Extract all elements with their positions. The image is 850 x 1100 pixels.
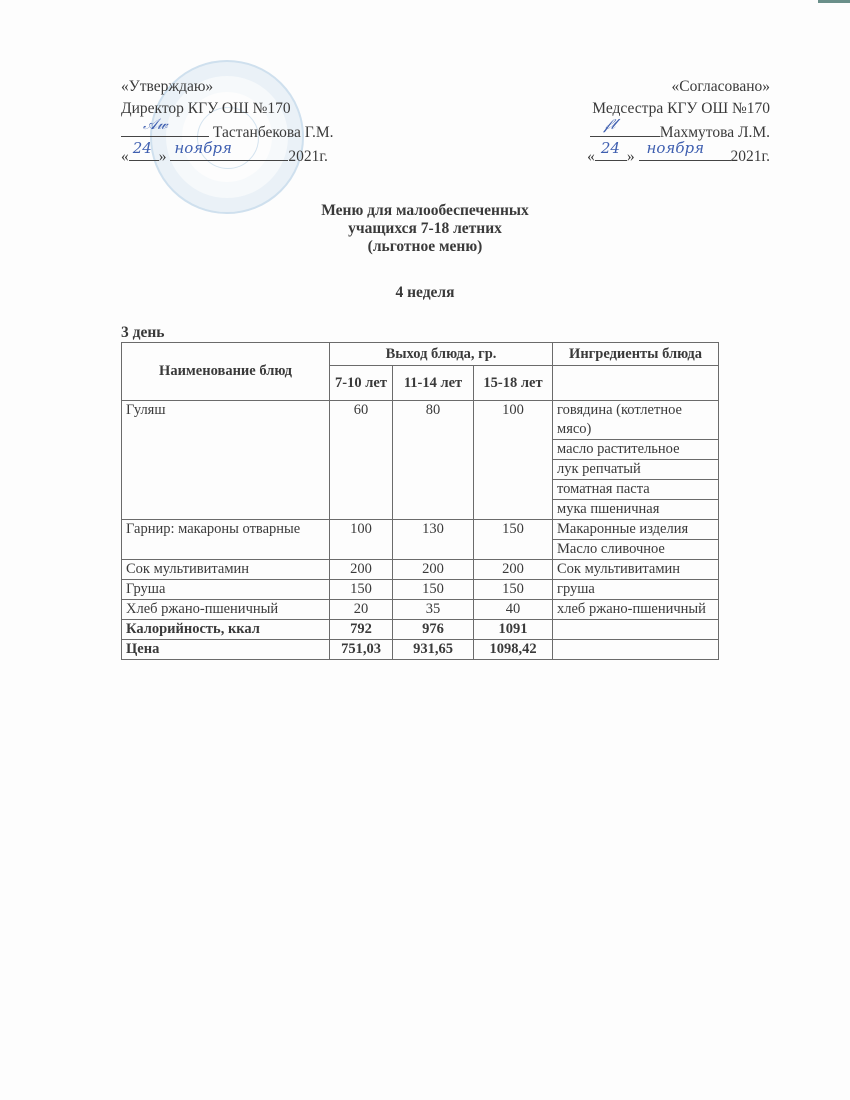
menu-table (121, 342, 719, 660)
yield-7-10: 100 (330, 520, 393, 560)
ingredient: говядина (котлетное мясо) (553, 401, 719, 440)
quote-open: « (121, 148, 129, 165)
agreement-position: Медсестра КГУ ОШ №170 (592, 100, 770, 117)
signature-scribble: 𝒻𝓁 (603, 115, 616, 133)
quote-close: » (158, 148, 167, 165)
document-title (0, 202, 850, 256)
header-yield: Выход блюда, гр. (330, 343, 553, 366)
handwritten-month: ноября (646, 139, 705, 157)
table-row (122, 401, 719, 440)
header-age-11-14: 11-14 лет (393, 366, 474, 401)
agreement-date (587, 139, 770, 168)
table-row (122, 580, 719, 600)
yield-11-14: 35 (393, 600, 474, 620)
ingredient: масло растительное (553, 440, 719, 460)
calories-11-14: 976 (393, 620, 474, 640)
price-15-18: 1098,42 (474, 640, 553, 660)
yield-11-14: 130 (393, 520, 474, 560)
table-row (122, 520, 719, 540)
header-ingredients: Ингредиенты блюда (553, 343, 719, 366)
handwritten-month: ноября (174, 139, 232, 157)
calories-15-18: 1091 (474, 620, 553, 640)
ingredient: мука пшеничная (553, 500, 719, 520)
empty-cell (553, 620, 719, 640)
yield-15-18: 100 (474, 401, 553, 520)
approval-block (121, 76, 334, 168)
month-blank (639, 139, 731, 161)
agreement-name: Махмутова Л.М. (659, 124, 770, 141)
yield-7-10: 60 (330, 401, 393, 520)
month-blank (170, 139, 288, 161)
approval-position: Директор КГУ ОШ №170 (121, 100, 291, 117)
title-line-2: учащихся 7-18 летних (348, 220, 502, 237)
ingredient: Сок мультивитамин (553, 560, 719, 580)
table-row (122, 560, 719, 580)
price-row (122, 640, 719, 660)
yield-15-18: 150 (474, 520, 553, 560)
approval-year: 2021г. (288, 148, 328, 165)
yield-7-10: 150 (330, 580, 393, 600)
day-label: 3 день (121, 324, 165, 341)
title-line-1: Меню для малообеспеченных (321, 202, 529, 219)
dish-name: Сок мультивитамин (122, 560, 330, 580)
approval-label: «Утверждаю» (121, 78, 214, 95)
header-dish-name: Наименование блюд (122, 343, 330, 401)
agreement-year: 2021г. (730, 148, 770, 165)
empty-cell (553, 640, 719, 660)
handwritten-day: 24 (132, 139, 152, 157)
header-age-15-18: 15-18 лет (474, 366, 553, 401)
dish-name: Гарнир: макароны отварные (122, 520, 330, 560)
ingredient: Масло сливочное (553, 540, 719, 560)
ingredient: хлеб ржано-пшеничный (553, 600, 719, 620)
approval-date (121, 139, 334, 168)
dish-name: Груша (122, 580, 330, 600)
scan-edge-mark (818, 0, 850, 3)
table-row (122, 600, 719, 620)
calories-7-10: 792 (330, 620, 393, 640)
yield-15-18: 40 (474, 600, 553, 620)
dish-name: Гуляш (122, 401, 330, 520)
day-blank (595, 139, 627, 161)
yield-11-14: 200 (393, 560, 474, 580)
yield-11-14: 80 (393, 401, 474, 520)
price-label: Цена (122, 640, 330, 660)
approval-name: Тастанбекова Г.М. (212, 124, 334, 141)
calories-label: Калорийность, ккал (122, 620, 330, 640)
yield-7-10: 200 (330, 560, 393, 580)
ingredient: томатная паста (553, 480, 719, 500)
ingredient: груша (553, 580, 719, 600)
calories-row (122, 620, 719, 640)
header-empty (553, 366, 719, 401)
signature-blank (590, 115, 660, 137)
yield-15-18: 200 (474, 560, 553, 580)
ingredient: Макаронные изделия (553, 520, 719, 540)
handwritten-day: 24 (600, 139, 620, 157)
week-label: 4 неделя (395, 284, 455, 301)
yield-7-10: 20 (330, 600, 393, 620)
header-row-1 (122, 343, 719, 366)
title-line-3: (льготное меню) (367, 238, 483, 255)
signature-scribble: 𝒜𝓌 (143, 115, 168, 133)
agreement-block (587, 76, 770, 168)
signature-blank (121, 115, 209, 137)
yield-11-14: 150 (393, 580, 474, 600)
yield-15-18: 150 (474, 580, 553, 600)
ingredient: лук репчатый (553, 460, 719, 480)
day-blank (129, 139, 159, 161)
price-11-14: 931,65 (393, 640, 474, 660)
quote-open: « (587, 148, 595, 165)
header-age-7-10: 7-10 лет (330, 366, 393, 401)
agreement-label: «Согласовано» (671, 78, 770, 95)
quote-close: » (626, 148, 635, 165)
dish-name: Хлеб ржано-пшеничный (122, 600, 330, 620)
price-7-10: 751,03 (330, 640, 393, 660)
